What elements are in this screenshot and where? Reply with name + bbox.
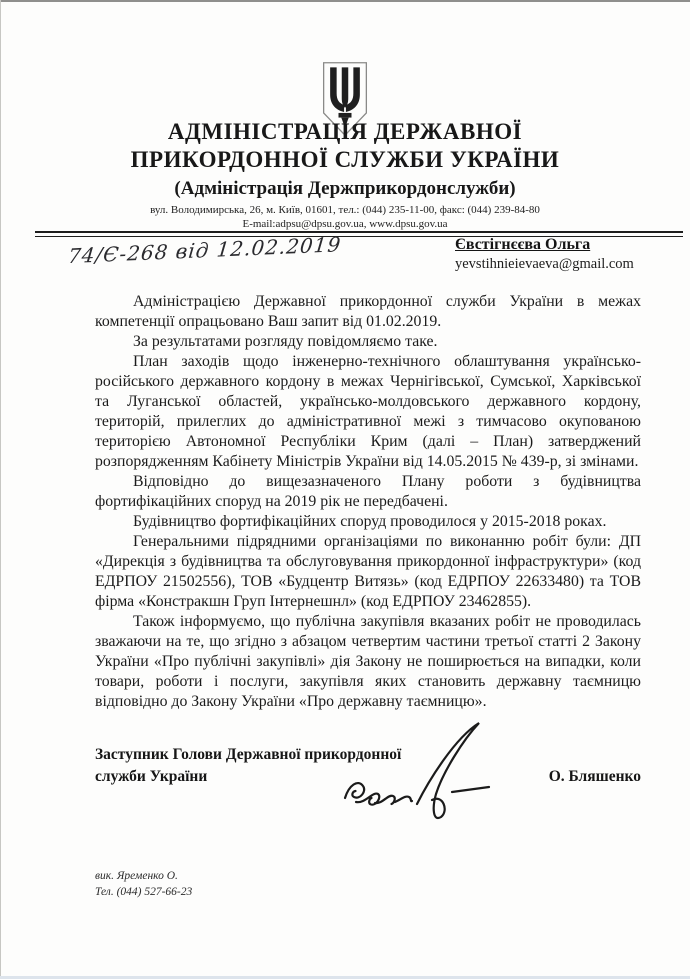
handwritten-signature bbox=[339, 718, 509, 833]
body-paragraph: План заходів щодо інженерно-технічного облаштування українсько-російського державного кордону в межах Чернігівської, Сумської, Харківської та Луганської областей, українсько-молдовського державного кордону, територій, прилеглих до адміністративної межі з тимчасово окупованою територією Автономної Республіки Крим (далі – План) затверджений розпорядженням Кабінету Міністрів України від 14.05.2015 № 439-р, зі змінами. bbox=[95, 353, 641, 470]
org-address-line: вул. Володимирська, 26, м. Київ, 01601, тел.: (044) 235-11-00, факс: (044) 239-84-80 bbox=[150, 204, 540, 216]
body-paragraph: Генеральними підрядними організаціями по виконанню робіт були: ДП «Дирекція з будівництва та обслуговування прикордонної інфраструктури» (код ЕДРПОУ 21502556), ТОВ «Будцентр Витязь» (код ЕДРПОУ 22633480) та ТОВ фірма «Констракшн Груп Інтернешнл» (код ЕДРПОУ 23462855). bbox=[95, 533, 641, 610]
handwritten-registration-number: 74/Є-268 від 12.02.2019 bbox=[66, 232, 343, 269]
recipient-name: Євстігнєєва Ольга bbox=[455, 236, 591, 253]
signer-position-line1: Заступник Голови Державної прикордонної bbox=[95, 746, 402, 763]
body-paragraph: Відповідно до вищезазначеного Плану роботи з будівництва фортифікаційних споруд на 2019 рік не передбачені. bbox=[95, 473, 641, 510]
executor-block bbox=[95, 868, 395, 900]
signature-block bbox=[95, 744, 641, 854]
recipient-email: yevstihnieievaeva@gmail.com bbox=[455, 256, 634, 272]
signer-name: О. Бляшенко bbox=[548, 768, 641, 785]
org-title-line2: ПРИКОРДОННОЇ СЛУЖБИ УКРАЇНИ bbox=[130, 147, 560, 172]
scan-artifact-top-edge bbox=[0, 0, 690, 2]
body-paragraph: Також інформуємо, що публічна закупівля вказаних робіт не проводилась зважаючи на те, що згідно з абзацом четвертим частини третьої статті 2 Закону України «Про публічні закупівлі» дія Закону не поширюється на випадки, коли товари, роботи і послуги, закупівля яких становить державну таємницю відповідно до Закону України «Про державну таємницю». bbox=[95, 613, 641, 710]
body-paragraph: Адміністрацією Державної прикордонної служби України в межах компетенції опрацьовано Ваш запит від 01.02.2019. bbox=[95, 293, 641, 330]
executor-phone: Тел. (044) 527-66-23 bbox=[95, 886, 193, 898]
org-title-line1: АДМІНІСТРАЦІЯ ДЕРЖАВНОЇ bbox=[167, 119, 523, 144]
executor-name: вик. Яременко О. bbox=[95, 870, 178, 882]
org-title bbox=[45, 118, 645, 174]
letter-body bbox=[95, 292, 641, 712]
body-paragraph: Будівництво фортифікаційних споруд проводилося у 2015-2018 роках. bbox=[133, 513, 607, 530]
org-email-line: E-mail:adpsu@dpsu.gov.ua, www.dpsu.gov.ua bbox=[242, 218, 448, 230]
signer-position-line2: служби України bbox=[95, 768, 208, 785]
recipient-block bbox=[455, 236, 675, 273]
scan-artifact-left-edge bbox=[0, 0, 1, 979]
body-paragraph: За результатами розгляду повідомляємо таке. bbox=[133, 333, 438, 350]
org-alt-name: (Адміністрація Держприкордонслужби) bbox=[174, 178, 516, 199]
